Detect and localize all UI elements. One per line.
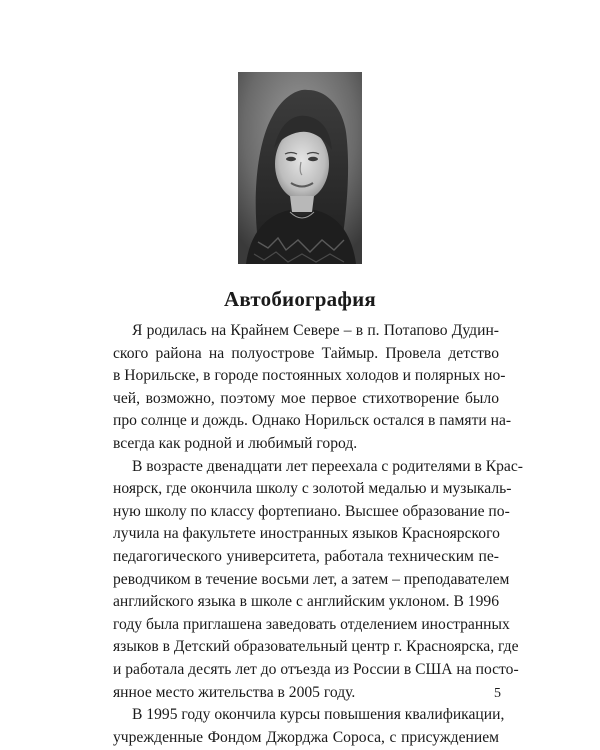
paragraph-3	[113, 704, 505, 749]
paragraph-1	[113, 320, 512, 456]
text-line: В 1995 году окончила курсы повышения квалификации,	[132, 706, 505, 724]
paragraph-2	[113, 456, 523, 705]
text-line: реводчиком в течение восьми лет, а затем – преподавателем	[113, 570, 510, 588]
text-line: ноярск, где окончила школу с золотой медалью и музыкаль-	[113, 480, 512, 498]
author-portrait-photo	[238, 72, 362, 264]
text-line: всегда как родной и любимый город.	[113, 434, 358, 452]
page-heading: Автобиография	[224, 287, 376, 311]
text-line: в Норильске, в городе постоянных холодов и полярных но-	[113, 367, 506, 385]
text-line: Я родилась на Крайнем Севере – в п. Потапово Дудин-	[132, 322, 499, 339]
text-line: языков в Детский образовательный центр г. Красноярска, где	[113, 638, 519, 656]
autobiography-text	[113, 320, 523, 749]
text-line: лучила на факультете иностранных языков Красноярского	[113, 525, 500, 543]
text-line: и работала десять лет до отъезда из России в США на посто-	[113, 660, 519, 678]
text-line: педагогического университета, работала техническим пе-	[113, 547, 499, 565]
text-line: чей, возможно, поэтому мое первое стихотворение было	[113, 389, 499, 407]
portrait-image	[238, 72, 362, 264]
page-number: 5	[494, 686, 501, 701]
text-line: году была приглашена заведовать отделением иностранных	[113, 615, 510, 633]
text-line: ского района на полуострове Таймыр. Провела детство	[113, 344, 499, 362]
text-line: про солнце и дождь. Однако Норильск остался в памяти на-	[113, 412, 512, 430]
text-line: В возрасте двенадцати лет переехала с родителями в Крас-	[132, 457, 523, 475]
text-line: ную школу по классу фортепиано. Высшее образование по-	[113, 502, 510, 520]
text-line: янное место жительства в 2005 году.	[113, 683, 356, 701]
text-line: английского языка в школе с английским уклоном. В 1996	[113, 593, 499, 611]
text-line: учрежденные Фондом Джорджа Сороса, с присуждением	[113, 728, 499, 746]
